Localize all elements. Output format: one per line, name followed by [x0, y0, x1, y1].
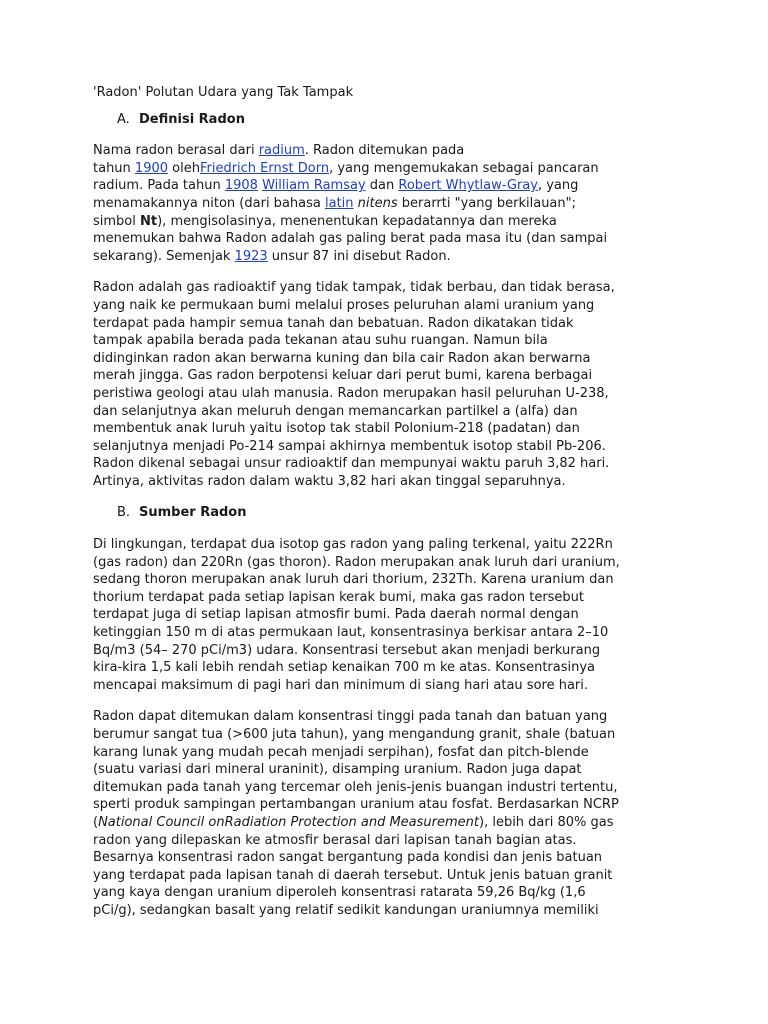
- text-line: ketinggian 150 m di atas permukaan laut, konsentrasinya berkisar antara 2–10: [93, 625, 609, 641]
- section-b-title: Sumber Radon: [139, 505, 247, 521]
- text-line: terdapat juga di setiap lapisan atmosfir bumi. Pada daerah normal dengan: [93, 607, 579, 623]
- link-1900[interactable]: 1900: [134, 160, 169, 176]
- link-friedrich-ernst-dorn[interactable]: Friedrich Ernst Dorn: [199, 160, 330, 176]
- text-line: terdapat pada hampir semua tanah dan bebatuan. Radon dikatakan tidak: [93, 315, 574, 331]
- text-line: merah jingga. Gas radon berpotensi keluar dari perut bumi, karena berbagai: [93, 368, 593, 384]
- text-run: , yang: [537, 178, 579, 194]
- link-robert-whytlaw-gray[interactable]: Robert Whytlaw-Gray: [398, 178, 538, 194]
- text-run: Nama radon berasal dari: [93, 143, 259, 159]
- section-a-paragraph-1: [93, 142, 673, 265]
- text-line: [93, 177, 673, 195]
- text-line: dan selanjutnya akan meluruh dengan memancarkan partilkel a (alfa) dan: [93, 403, 578, 419]
- text-line: Bq/m3 (54– 270 pCi/m3) udara. Konsentrasi tersebut akan menjadi berkurang: [93, 642, 601, 658]
- text-run: ), mengisolasinya, menenentukan kepadatannya dan mereka: [157, 213, 557, 229]
- text-line: berumur sangat tua (>600 juta tahun), yang mengandung granit, shale (batuan: [93, 727, 616, 742]
- text-line: thorium terdapat pada setiap lapisan kerak bumi, maka gas radon tersebut: [93, 589, 585, 605]
- text-line: pCi/g), sedangkan basalt yang relatif sedikit kandungan uraniumnya memiliki: [93, 902, 599, 918]
- text-line: Radon dikenal sebagai unsur radioaktif dan mempunyai waktu paruh 3,82 hari.: [93, 456, 610, 472]
- text-line: kira-kira 1,5 kali lebih rendah setiap kenaikan 700 m ke atas. Konsentrasinya: [93, 660, 596, 676]
- text-run: oleh: [168, 160, 200, 176]
- text-line: [93, 160, 673, 178]
- text-line: Radon dapat ditemukan dalam konsentrasi tinggi pada tanah dan batuan yang: [93, 709, 608, 725]
- text-run: sekarang). Semenjak: [93, 248, 235, 264]
- text-line: [93, 213, 673, 231]
- link-radium[interactable]: radium: [258, 143, 305, 159]
- text-line: selanjutnya menjadi Po-214 sampai akhirnya membentuk isotop stabil Pb-206.: [93, 438, 606, 454]
- document-title: 'Radon' Polutan Udara yang Tak Tampak: [93, 85, 354, 100]
- text-run: tahun: [93, 160, 135, 176]
- text-line: sperti produk sampingan pertambangan uranium atau fosfat. Berdasarkan NCRP: [93, 797, 619, 813]
- text-run: unsur 87 ini disebut Radon.: [267, 248, 451, 264]
- italic-ncrp-name: National Council onRadiation Protection and Measurement: [98, 814, 479, 830]
- section-b-paragraph-2: [93, 708, 673, 919]
- text-line: radon yang dilepaskan ke atmosfir berasal dari lapisan tanah bagian atas.: [93, 832, 577, 848]
- text-line: yang naik ke permukaan bumi melalui proses peluruhan alami uranium yang: [93, 297, 595, 313]
- text-line: karang lunak yang mudah pecah menjadi serpihan), fosfat dan pitch-blende: [93, 744, 589, 760]
- link-william-ramsay[interactable]: William Ramsay: [262, 178, 366, 194]
- section-a-heading: [93, 111, 673, 129]
- text-line: [93, 814, 673, 832]
- text-run: radium. Pada tahun: [93, 178, 225, 194]
- section-b-letter: B.: [117, 505, 131, 521]
- text-run: simbol: [93, 213, 140, 229]
- link-latin[interactable]: latin: [324, 195, 354, 211]
- text-line: yang terdapat pada lapisan tanah di daerah tersebut. Untuk jenis batuan granit: [93, 867, 613, 883]
- italic-nitens: nitens: [357, 195, 398, 211]
- text-line: tampak apabila berada pada tekanan atau suhu ruangan. Namun bila: [93, 333, 548, 349]
- text-line: [93, 248, 673, 266]
- text-line: Besarnya konsentrasi radon sangat bergantung pada kondisi dan jenis batuan: [93, 850, 603, 866]
- text-line: peristiwa geologi atau ulah manusia. Radon merupakan hasil peluruhan U-238,: [93, 385, 609, 401]
- text-line: [93, 142, 673, 160]
- bold-nt: Nt: [140, 213, 158, 229]
- text-line: membentuk anak luruh yaitu isotop tak stabil Polonium-218 (padatan) dan: [93, 421, 580, 437]
- text-line: menemukan bahwa Radon adalah gas paling berat pada masa itu (dan sampai: [93, 231, 608, 247]
- section-b-paragraph-1: [93, 536, 673, 694]
- text-line: didinginkan radon akan berwarna kuning dan bila cair Radon akan berwarna: [93, 350, 591, 366]
- text-run: menamakannya niton (dari bahasa: [93, 195, 325, 211]
- text-run: . Radon ditemukan pada: [304, 143, 465, 159]
- text-run: dan: [365, 178, 399, 194]
- text-run: , yang mengemukakan sebagai pancaran: [329, 160, 599, 176]
- text-line: mencapai maksimum di pagi hari dan minimum di siang hari atau sore hari.: [93, 677, 589, 693]
- text-run: (: [93, 814, 99, 830]
- section-b-heading: [93, 504, 673, 522]
- text-line: [93, 195, 673, 213]
- text-line: Radon adalah gas radioaktif yang tidak tampak, tidak berbau, dan tidak berasa,: [93, 280, 615, 296]
- text-line: (suatu variasi dari mineral uraninit), disamping uranium. Radon juga dapat: [93, 762, 582, 778]
- link-1908[interactable]: 1908: [224, 178, 258, 194]
- text-line: sedang thoron merupakan anak luruh dari thorium, 232Th. Karena uranium dan: [93, 572, 614, 588]
- section-a-letter: A.: [117, 111, 130, 127]
- text-run: ), lebih dari 80% gas: [479, 814, 614, 830]
- text-line: Artinya, aktivitas radon dalam waktu 3,82 hari akan tinggal separuhnya.: [93, 473, 566, 489]
- text-line: (gas radon) dan 220Rn (gas thoron). Radon merupakan anak luruh dari uranium,: [93, 554, 620, 570]
- link-1923[interactable]: 1923: [234, 248, 268, 264]
- text-run: berarrti "yang berkilauan";: [397, 195, 577, 211]
- document-page: [93, 84, 673, 934]
- section-a-title: Definisi Radon: [139, 111, 245, 127]
- text-line: yang kaya dengan uranium diperoleh konsentrasi ratarata 59,26 Bq/kg (1,6: [93, 885, 586, 901]
- text-line: ditemukan pada tanah yang tercemar oleh jenis-jenis buangan industri tertentu,: [93, 779, 618, 795]
- text-line: Di lingkungan, terdapat dua isotop gas radon yang paling terkenal, yaitu 222Rn: [93, 537, 613, 553]
- section-a-paragraph-2: [93, 279, 673, 490]
